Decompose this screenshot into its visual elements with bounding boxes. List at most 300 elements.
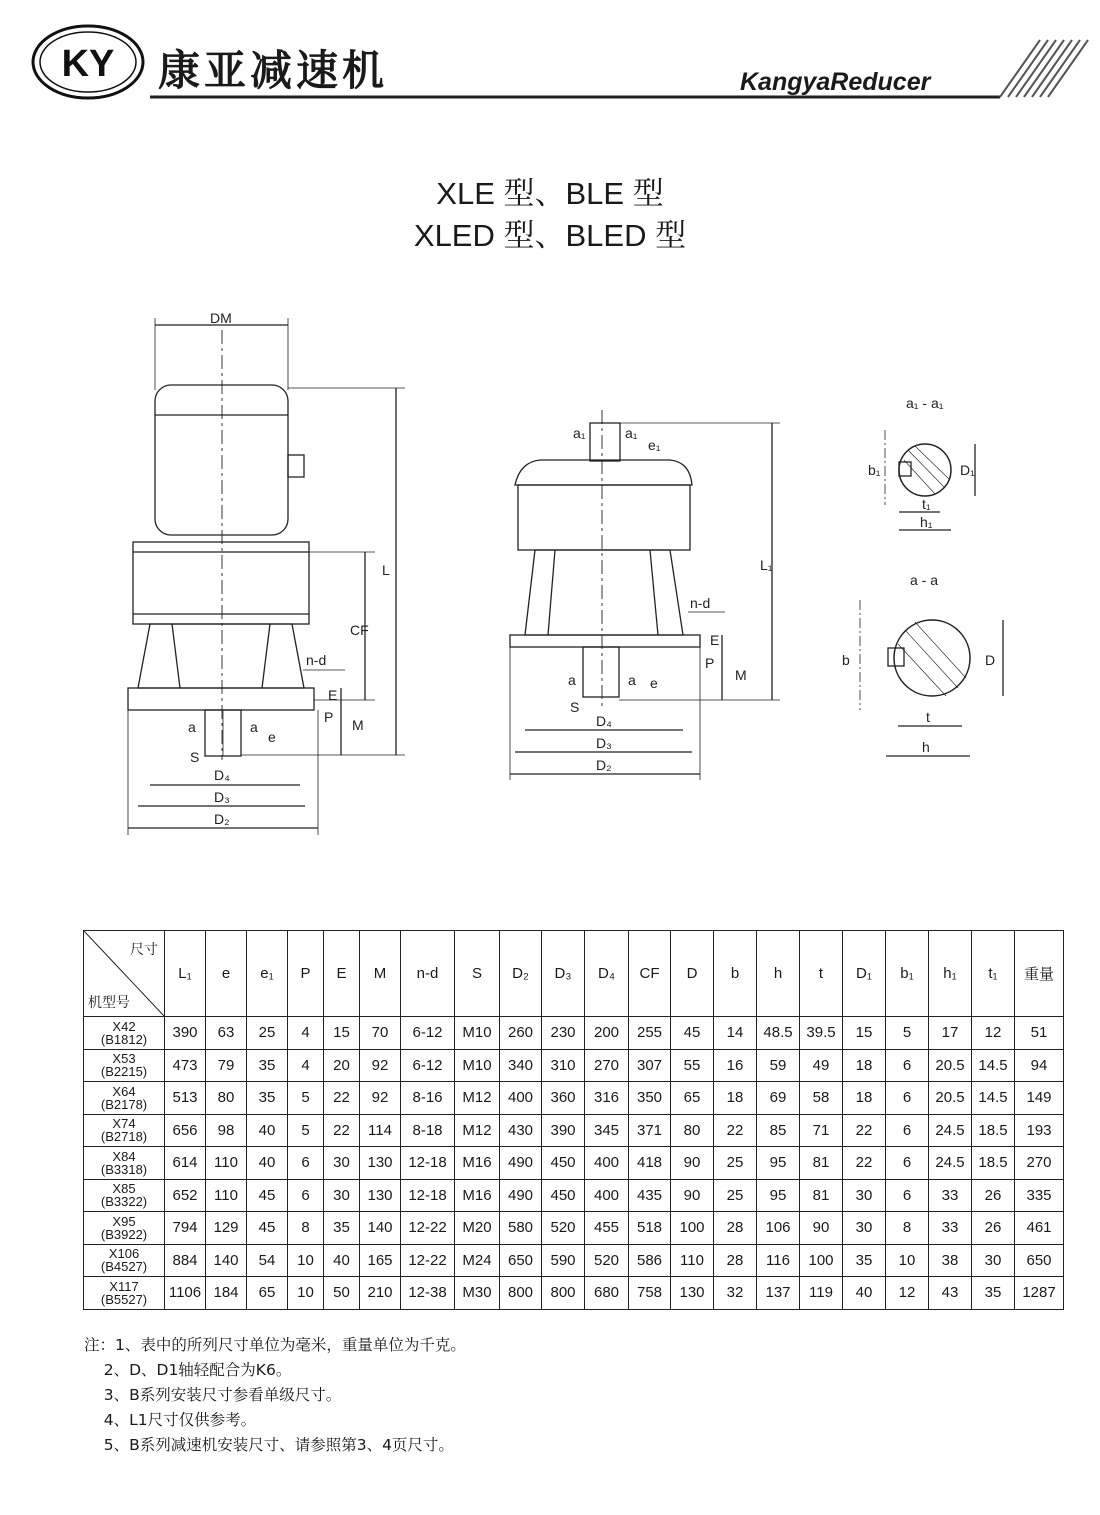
table-cell: 130 bbox=[671, 1277, 714, 1310]
label-h: h bbox=[922, 739, 930, 755]
table-row bbox=[84, 1244, 1064, 1277]
table-cell: 680 bbox=[585, 1277, 629, 1310]
label-d3-mid: D₃ bbox=[596, 735, 612, 751]
table-cell: 81 bbox=[800, 1147, 843, 1180]
table-cell: 129 bbox=[206, 1212, 247, 1245]
model-code: (B2178) bbox=[100, 1096, 148, 1112]
table-cell: 45 bbox=[247, 1179, 288, 1212]
table-cell: 513 bbox=[165, 1082, 206, 1115]
table-cell: 12 bbox=[886, 1277, 929, 1310]
table-cell: 90 bbox=[800, 1212, 843, 1245]
label-a-mid-left: a bbox=[568, 672, 576, 688]
table-cell: 30 bbox=[972, 1244, 1015, 1277]
model-cell bbox=[84, 1049, 165, 1082]
table-cell: 8 bbox=[288, 1212, 324, 1245]
label-aa: a - a bbox=[910, 572, 939, 588]
model-name: X85 bbox=[112, 1181, 136, 1197]
note-2: 2、D、D1轴轻配合为K6。 bbox=[84, 1361, 292, 1379]
model-name: X84 bbox=[112, 1148, 136, 1164]
label-a1-left: a₁ bbox=[573, 425, 586, 441]
table-cell: 40 bbox=[324, 1244, 360, 1277]
table-cell: 110 bbox=[206, 1147, 247, 1180]
model-code: (B3322) bbox=[100, 1194, 148, 1210]
label-nd: n-d bbox=[306, 652, 327, 668]
model-cell bbox=[84, 1114, 165, 1147]
table-cell: 580 bbox=[500, 1212, 542, 1245]
table-cell: 435 bbox=[629, 1179, 671, 1212]
model-code: (B3922) bbox=[100, 1226, 148, 1242]
table-cell: 400 bbox=[585, 1147, 629, 1180]
table-cell: 22 bbox=[843, 1147, 886, 1180]
column-header: D₃ bbox=[542, 931, 585, 1017]
label-m-mid: M bbox=[735, 667, 747, 683]
table-cell: 656 bbox=[165, 1114, 206, 1147]
spec-table bbox=[83, 930, 1064, 1310]
model-cell bbox=[84, 1082, 165, 1115]
table-cell: 25 bbox=[247, 1017, 288, 1050]
label-dm: DM bbox=[210, 310, 232, 326]
left-view bbox=[128, 310, 405, 835]
column-header: n-d bbox=[401, 931, 455, 1017]
table-cell: 371 bbox=[629, 1114, 671, 1147]
table-cell: 35 bbox=[324, 1212, 360, 1245]
label-a-mid-right: a bbox=[628, 672, 636, 688]
table-cell: 24.5 bbox=[929, 1147, 972, 1180]
column-header: S bbox=[455, 931, 500, 1017]
table-cell: 65 bbox=[247, 1277, 288, 1310]
table-cell: 12-38 bbox=[401, 1277, 455, 1310]
table-cell: 520 bbox=[542, 1212, 585, 1245]
corner-model-label: 机型号 bbox=[88, 994, 130, 1010]
label-a1a1: a₁ - a₁ bbox=[906, 395, 944, 411]
label-d3: D₃ bbox=[214, 789, 230, 805]
column-header: t bbox=[800, 931, 843, 1017]
table-cell: M10 bbox=[455, 1017, 500, 1050]
table-cell: M10 bbox=[455, 1049, 500, 1082]
table-cell: 6 bbox=[886, 1179, 929, 1212]
section-a1 bbox=[868, 395, 975, 530]
table-cell: 79 bbox=[206, 1049, 247, 1082]
table-cell: 6 bbox=[886, 1082, 929, 1115]
brand-name-cn: 康亚减速机 bbox=[158, 46, 389, 95]
label-nd-mid: n-d bbox=[690, 595, 711, 611]
table-cell: 92 bbox=[360, 1049, 401, 1082]
table-cell: M30 bbox=[455, 1277, 500, 1310]
label-e-mid: E bbox=[710, 632, 720, 648]
table-cell: M12 bbox=[455, 1082, 500, 1115]
table-cell: 10 bbox=[886, 1244, 929, 1277]
model-name: X53 bbox=[112, 1051, 136, 1067]
table-cell: 4 bbox=[288, 1017, 324, 1050]
model-name: X106 bbox=[108, 1246, 140, 1262]
table-row bbox=[84, 1179, 1064, 1212]
table-cell: 45 bbox=[671, 1017, 714, 1050]
table-cell: 6 bbox=[886, 1049, 929, 1082]
model-code: (B4527) bbox=[100, 1259, 148, 1275]
table-cell: 140 bbox=[360, 1212, 401, 1245]
label-d2-mid: D₂ bbox=[596, 757, 612, 773]
table-cell: 800 bbox=[542, 1277, 585, 1310]
model-cell bbox=[84, 1212, 165, 1245]
table-cell: 6 bbox=[288, 1147, 324, 1180]
table-cell: 65 bbox=[671, 1082, 714, 1115]
table-cell: 110 bbox=[671, 1244, 714, 1277]
table-cell: 51 bbox=[1015, 1017, 1064, 1050]
label-d: D bbox=[985, 652, 996, 668]
section-a bbox=[842, 572, 1003, 756]
table-cell: M24 bbox=[455, 1244, 500, 1277]
table-cell: 1106 bbox=[165, 1277, 206, 1310]
corner-size-label: 尺寸 bbox=[130, 941, 158, 957]
table-cell: 200 bbox=[585, 1017, 629, 1050]
label-a-left: a bbox=[188, 719, 196, 735]
column-header: M bbox=[360, 931, 401, 1017]
table-row bbox=[84, 1277, 1064, 1310]
table-cell: 450 bbox=[542, 1147, 585, 1180]
page-title-line2: XLED 型、BLED 型 bbox=[413, 218, 687, 253]
table-cell: 32 bbox=[714, 1277, 757, 1310]
column-header: D₂ bbox=[500, 931, 542, 1017]
table-cell: 6 bbox=[886, 1114, 929, 1147]
table-cell: 12 bbox=[972, 1017, 1015, 1050]
table-cell: 22 bbox=[843, 1114, 886, 1147]
table-cell: 20.5 bbox=[929, 1082, 972, 1115]
table-cell: 15 bbox=[324, 1017, 360, 1050]
table-cell: 20.5 bbox=[929, 1049, 972, 1082]
table-cell: 116 bbox=[757, 1244, 800, 1277]
table-cell: 5 bbox=[288, 1082, 324, 1115]
table-cell: M12 bbox=[455, 1114, 500, 1147]
table-cell: 794 bbox=[165, 1212, 206, 1245]
table-cell: 130 bbox=[360, 1147, 401, 1180]
table-cell: 518 bbox=[629, 1212, 671, 1245]
table-cell: 18 bbox=[714, 1082, 757, 1115]
table-cell: 14.5 bbox=[972, 1082, 1015, 1115]
table-cell: M16 bbox=[455, 1147, 500, 1180]
column-header: D₄ bbox=[585, 931, 629, 1017]
table-cell: 590 bbox=[542, 1244, 585, 1277]
middle-view bbox=[510, 410, 780, 780]
table-cell: 5 bbox=[886, 1017, 929, 1050]
table-row bbox=[84, 1212, 1064, 1245]
table-cell: 652 bbox=[165, 1179, 206, 1212]
table-cell: 130 bbox=[360, 1179, 401, 1212]
table-cell: 18 bbox=[843, 1049, 886, 1082]
label-e1: e₁ bbox=[648, 437, 661, 453]
table-cell: 33 bbox=[929, 1179, 972, 1212]
label-b1: b₁ bbox=[868, 462, 881, 478]
table-cell: 430 bbox=[500, 1114, 542, 1147]
table-cell: 310 bbox=[542, 1049, 585, 1082]
model-name: X42 bbox=[112, 1018, 136, 1034]
label-cf: CF bbox=[350, 622, 369, 638]
table-cell: 270 bbox=[1015, 1147, 1064, 1180]
table-cell: 28 bbox=[714, 1244, 757, 1277]
table-cell: 316 bbox=[585, 1082, 629, 1115]
table-cell: 95 bbox=[757, 1147, 800, 1180]
table-cell: 8 bbox=[886, 1212, 929, 1245]
column-header: b₁ bbox=[886, 931, 929, 1017]
table-row bbox=[84, 1082, 1064, 1115]
table-cell: 22 bbox=[714, 1114, 757, 1147]
table-cell: 40 bbox=[843, 1277, 886, 1310]
label-t: t bbox=[926, 709, 930, 725]
model-code: (B5527) bbox=[100, 1291, 148, 1307]
table-cell: 98 bbox=[206, 1114, 247, 1147]
model-cell bbox=[84, 1179, 165, 1212]
table-cell: 758 bbox=[629, 1277, 671, 1310]
table-cell: 25 bbox=[714, 1147, 757, 1180]
table-cell: 650 bbox=[1015, 1244, 1064, 1277]
label-t1: t₁ bbox=[922, 496, 931, 512]
table-cell: 418 bbox=[629, 1147, 671, 1180]
label-e: E bbox=[328, 687, 338, 703]
table-cell: 137 bbox=[757, 1277, 800, 1310]
table-cell: 30 bbox=[843, 1212, 886, 1245]
table-cell: 95 bbox=[757, 1179, 800, 1212]
table-cell: 884 bbox=[165, 1244, 206, 1277]
table-cell: 28 bbox=[714, 1212, 757, 1245]
table-cell: 461 bbox=[1015, 1212, 1064, 1245]
table-cell: 8-18 bbox=[401, 1114, 455, 1147]
table-cell: 6 bbox=[288, 1179, 324, 1212]
model-code: (B1812) bbox=[100, 1031, 148, 1047]
table-cell: 6-12 bbox=[401, 1017, 455, 1050]
table-cell: 26 bbox=[972, 1179, 1015, 1212]
table-cell: 70 bbox=[360, 1017, 401, 1050]
table-cell: M20 bbox=[455, 1212, 500, 1245]
note-4: 4、L1尺寸仅供参考。 bbox=[84, 1411, 257, 1429]
table-cell: 450 bbox=[542, 1179, 585, 1212]
label-e-mid-shaft: e bbox=[650, 675, 658, 691]
column-header: h₁ bbox=[929, 931, 972, 1017]
table-cell: 520 bbox=[585, 1244, 629, 1277]
note-1: 注：1、表中的所列尺寸单位为毫米，重量单位为千克。 bbox=[84, 1336, 466, 1354]
label-a-right: a bbox=[250, 719, 258, 735]
table-cell: 40 bbox=[247, 1114, 288, 1147]
model-code: (B2718) bbox=[100, 1129, 148, 1145]
column-header: t₁ bbox=[972, 931, 1015, 1017]
column-header: e₁ bbox=[247, 931, 288, 1017]
table-cell: 255 bbox=[629, 1017, 671, 1050]
table-cell: 400 bbox=[500, 1082, 542, 1115]
table-cell: 80 bbox=[671, 1114, 714, 1147]
table-cell: 59 bbox=[757, 1049, 800, 1082]
table-cell: 54 bbox=[247, 1244, 288, 1277]
table-cell: 39.5 bbox=[800, 1017, 843, 1050]
table-cell: 33 bbox=[929, 1212, 972, 1245]
table-cell: 455 bbox=[585, 1212, 629, 1245]
table-cell: 10 bbox=[288, 1277, 324, 1310]
label-d4: D₄ bbox=[214, 767, 230, 783]
column-header: D₁ bbox=[843, 931, 886, 1017]
table-row bbox=[84, 1049, 1064, 1082]
table-cell: 15 bbox=[843, 1017, 886, 1050]
page-title-line1: XLE 型、BLE 型 bbox=[436, 176, 664, 211]
table-cell: 614 bbox=[165, 1147, 206, 1180]
table-row bbox=[84, 1017, 1064, 1050]
note-3: 3、B系列安装尺寸参看单级尺寸。 bbox=[84, 1386, 342, 1404]
column-header: CF bbox=[629, 931, 671, 1017]
table-cell: 18.5 bbox=[972, 1147, 1015, 1180]
model-code: (B2215) bbox=[100, 1064, 148, 1080]
label-b: b bbox=[842, 652, 850, 668]
column-header: e bbox=[206, 931, 247, 1017]
table-cell: 85 bbox=[757, 1114, 800, 1147]
label-p: P bbox=[324, 709, 334, 725]
table-header-row bbox=[84, 931, 1064, 1017]
table-cell: 490 bbox=[500, 1179, 542, 1212]
table-cell: 12-22 bbox=[401, 1212, 455, 1245]
label-h1: h₁ bbox=[920, 514, 933, 530]
table-cell: M16 bbox=[455, 1179, 500, 1212]
model-cell bbox=[84, 1244, 165, 1277]
table-cell: 92 bbox=[360, 1082, 401, 1115]
logo-text: KY bbox=[61, 43, 115, 85]
label-d4-mid: D₄ bbox=[596, 713, 612, 729]
label-s: S bbox=[190, 749, 200, 765]
label-p-mid: P bbox=[705, 655, 715, 671]
table-cell: 30 bbox=[324, 1179, 360, 1212]
ky-logo bbox=[30, 22, 150, 102]
table-cell: 38 bbox=[929, 1244, 972, 1277]
model-name: X117 bbox=[109, 1278, 139, 1294]
table-cell: 18.5 bbox=[972, 1114, 1015, 1147]
table-cell: 35 bbox=[247, 1049, 288, 1082]
table-cell: 40 bbox=[247, 1147, 288, 1180]
table-cell: 335 bbox=[1015, 1179, 1064, 1212]
column-header: D bbox=[671, 931, 714, 1017]
table-cell: 17 bbox=[929, 1017, 972, 1050]
table-cell: 22 bbox=[324, 1114, 360, 1147]
table-cell: 307 bbox=[629, 1049, 671, 1082]
table-cell: 110 bbox=[206, 1179, 247, 1212]
table-cell: 80 bbox=[206, 1082, 247, 1115]
table-cell: 149 bbox=[1015, 1082, 1064, 1115]
table-cell: 230 bbox=[542, 1017, 585, 1050]
table-cell: 18 bbox=[843, 1082, 886, 1115]
table-cell: 35 bbox=[843, 1244, 886, 1277]
table-cell: 100 bbox=[800, 1244, 843, 1277]
model-name: X64 bbox=[112, 1083, 136, 1099]
table-cell: 50 bbox=[324, 1277, 360, 1310]
table-corner-cell bbox=[84, 931, 165, 1017]
column-header: b bbox=[714, 931, 757, 1017]
table-cell: 63 bbox=[206, 1017, 247, 1050]
column-header: 重量 bbox=[1015, 931, 1064, 1017]
table-cell: 490 bbox=[500, 1147, 542, 1180]
table-cell: 210 bbox=[360, 1277, 401, 1310]
table-row bbox=[84, 1114, 1064, 1147]
table-cell: 20 bbox=[324, 1049, 360, 1082]
table-cell: 71 bbox=[800, 1114, 843, 1147]
table-cell: 390 bbox=[165, 1017, 206, 1050]
table-cell: 4 bbox=[288, 1049, 324, 1082]
model-name: X74 bbox=[112, 1116, 136, 1132]
table-cell: 650 bbox=[500, 1244, 542, 1277]
table-cell: 81 bbox=[800, 1179, 843, 1212]
table-row bbox=[84, 1147, 1064, 1180]
table-cell: 6-12 bbox=[401, 1049, 455, 1082]
table-cell: 340 bbox=[500, 1049, 542, 1082]
table-cell: 1287 bbox=[1015, 1277, 1064, 1310]
table-cell: 49 bbox=[800, 1049, 843, 1082]
model-cell bbox=[84, 1277, 165, 1310]
table-cell: 350 bbox=[629, 1082, 671, 1115]
table-cell: 45 bbox=[247, 1212, 288, 1245]
technical-drawing bbox=[0, 290, 1100, 850]
label-m: M bbox=[352, 717, 364, 733]
table-cell: 6 bbox=[886, 1147, 929, 1180]
model-cell bbox=[84, 1147, 165, 1180]
table-cell: 140 bbox=[206, 1244, 247, 1277]
table-cell: 14.5 bbox=[972, 1049, 1015, 1082]
table-cell: 184 bbox=[206, 1277, 247, 1310]
table-cell: 55 bbox=[671, 1049, 714, 1082]
label-e-shaft: e bbox=[268, 729, 276, 745]
table-cell: 48.5 bbox=[757, 1017, 800, 1050]
table-cell: 12-18 bbox=[401, 1147, 455, 1180]
notes bbox=[84, 1333, 466, 1458]
table-cell: 14 bbox=[714, 1017, 757, 1050]
table-cell: 94 bbox=[1015, 1049, 1064, 1082]
model-cell bbox=[84, 1017, 165, 1050]
label-l: L bbox=[382, 562, 390, 578]
table-cell: 270 bbox=[585, 1049, 629, 1082]
table-cell: 100 bbox=[671, 1212, 714, 1245]
table-cell: 800 bbox=[500, 1277, 542, 1310]
table-cell: 400 bbox=[585, 1179, 629, 1212]
table-cell: 35 bbox=[247, 1082, 288, 1115]
model-code: (B3318) bbox=[100, 1161, 148, 1177]
column-header: L₁ bbox=[165, 931, 206, 1017]
note-5: 5、B系列减速机安装尺寸、请参照第3、4页尺寸。 bbox=[84, 1436, 454, 1454]
table-cell: 26 bbox=[972, 1212, 1015, 1245]
table-cell: 25 bbox=[714, 1179, 757, 1212]
table-cell: 360 bbox=[542, 1082, 585, 1115]
label-a1-right: a₁ bbox=[625, 425, 638, 441]
table-cell: 22 bbox=[324, 1082, 360, 1115]
table-cell: 12-22 bbox=[401, 1244, 455, 1277]
table-cell: 106 bbox=[757, 1212, 800, 1245]
table-cell: 114 bbox=[360, 1114, 401, 1147]
column-header: h bbox=[757, 931, 800, 1017]
table-cell: 90 bbox=[671, 1147, 714, 1180]
table-cell: 58 bbox=[800, 1082, 843, 1115]
brand-name-en: KangyaReducer bbox=[740, 68, 931, 96]
model-name: X95 bbox=[112, 1213, 136, 1229]
column-header: P bbox=[288, 931, 324, 1017]
table-cell: 473 bbox=[165, 1049, 206, 1082]
table-cell: 30 bbox=[324, 1147, 360, 1180]
table-cell: 12-18 bbox=[401, 1179, 455, 1212]
label-l1: L₁ bbox=[760, 557, 773, 573]
table-cell: 90 bbox=[671, 1179, 714, 1212]
table-cell: 390 bbox=[542, 1114, 585, 1147]
table-cell: 30 bbox=[843, 1179, 886, 1212]
table-cell: 10 bbox=[288, 1244, 324, 1277]
table-cell: 119 bbox=[800, 1277, 843, 1310]
table-cell: 193 bbox=[1015, 1114, 1064, 1147]
table-cell: 35 bbox=[972, 1277, 1015, 1310]
table-cell: 69 bbox=[757, 1082, 800, 1115]
table-cell: 16 bbox=[714, 1049, 757, 1082]
table-cell: 260 bbox=[500, 1017, 542, 1050]
table-cell: 24.5 bbox=[929, 1114, 972, 1147]
table-cell: 5 bbox=[288, 1114, 324, 1147]
table-cell: 345 bbox=[585, 1114, 629, 1147]
table-cell: 8-16 bbox=[401, 1082, 455, 1115]
